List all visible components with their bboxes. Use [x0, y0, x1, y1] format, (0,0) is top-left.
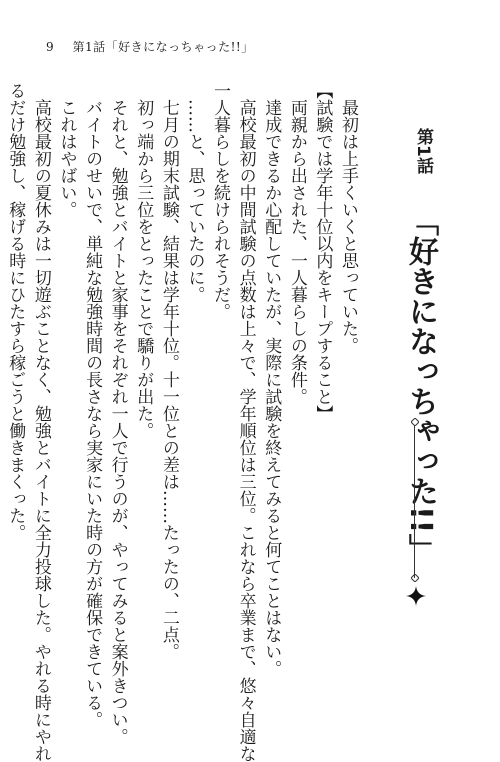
text-line: 七月の期末試験、結果は学年十位。十一位との差は……たったの、二点。	[158, 99, 179, 660]
running-title: 第1話「好きになっちゃった!!」	[72, 40, 254, 54]
ornament-diamond-icon	[411, 418, 419, 426]
text-line: ……と、思っていたのに。	[184, 99, 205, 303]
text-line: 一人暮らしを続けられそうだ。	[210, 82, 231, 320]
chapter-title: 「好きになっちゃった!!」	[403, 206, 438, 564]
sparkle-star-icon	[406, 586, 426, 606]
text-line: バイトのせいで、単純な勉強時間の長さなら実家にいた時の方が確保できている。	[82, 99, 103, 728]
body-text	[5, 82, 360, 762]
ornament-line	[414, 426, 418, 578]
ornament-diamond-icon	[411, 574, 419, 582]
text-line: 高校最初の夏休みは一切遊ぶことなく、勉強とバイトに全力投球した。やれる時にやれ	[30, 99, 51, 762]
text-line: 両親から出された、一人暮らしの条件。	[286, 99, 307, 405]
text-line: 高校最初の中間試験の点数は上々で、学年順位は三位。これなら卒業まで、悠々自適な	[235, 99, 256, 762]
text-line: 初っ端から三位をとったことで驕りが出た。	[133, 99, 154, 439]
text-line: 最初は上手くいくと思っていた。	[338, 99, 358, 354]
page-number: 9	[46, 40, 55, 54]
chapter-heading	[388, 128, 452, 648]
text-line: これはやばい。	[56, 99, 77, 218]
chapter-number: 第1話	[413, 128, 433, 174]
text-line: それと、勉強とバイトと家事をそれぞれ一人で行うのが、やってみると案外きつい。	[107, 99, 128, 745]
text-line: 【試験では学年十位以内をキープすること】	[312, 82, 333, 422]
text-line: 達成できるか心配していたが、実際に試験を終えてみると何てことはない。	[261, 99, 282, 677]
text-line: るだけ勉強し、稼げる時にひたすら稼ごうと働きまくった。	[5, 82, 26, 541]
running-header	[46, 38, 254, 55]
